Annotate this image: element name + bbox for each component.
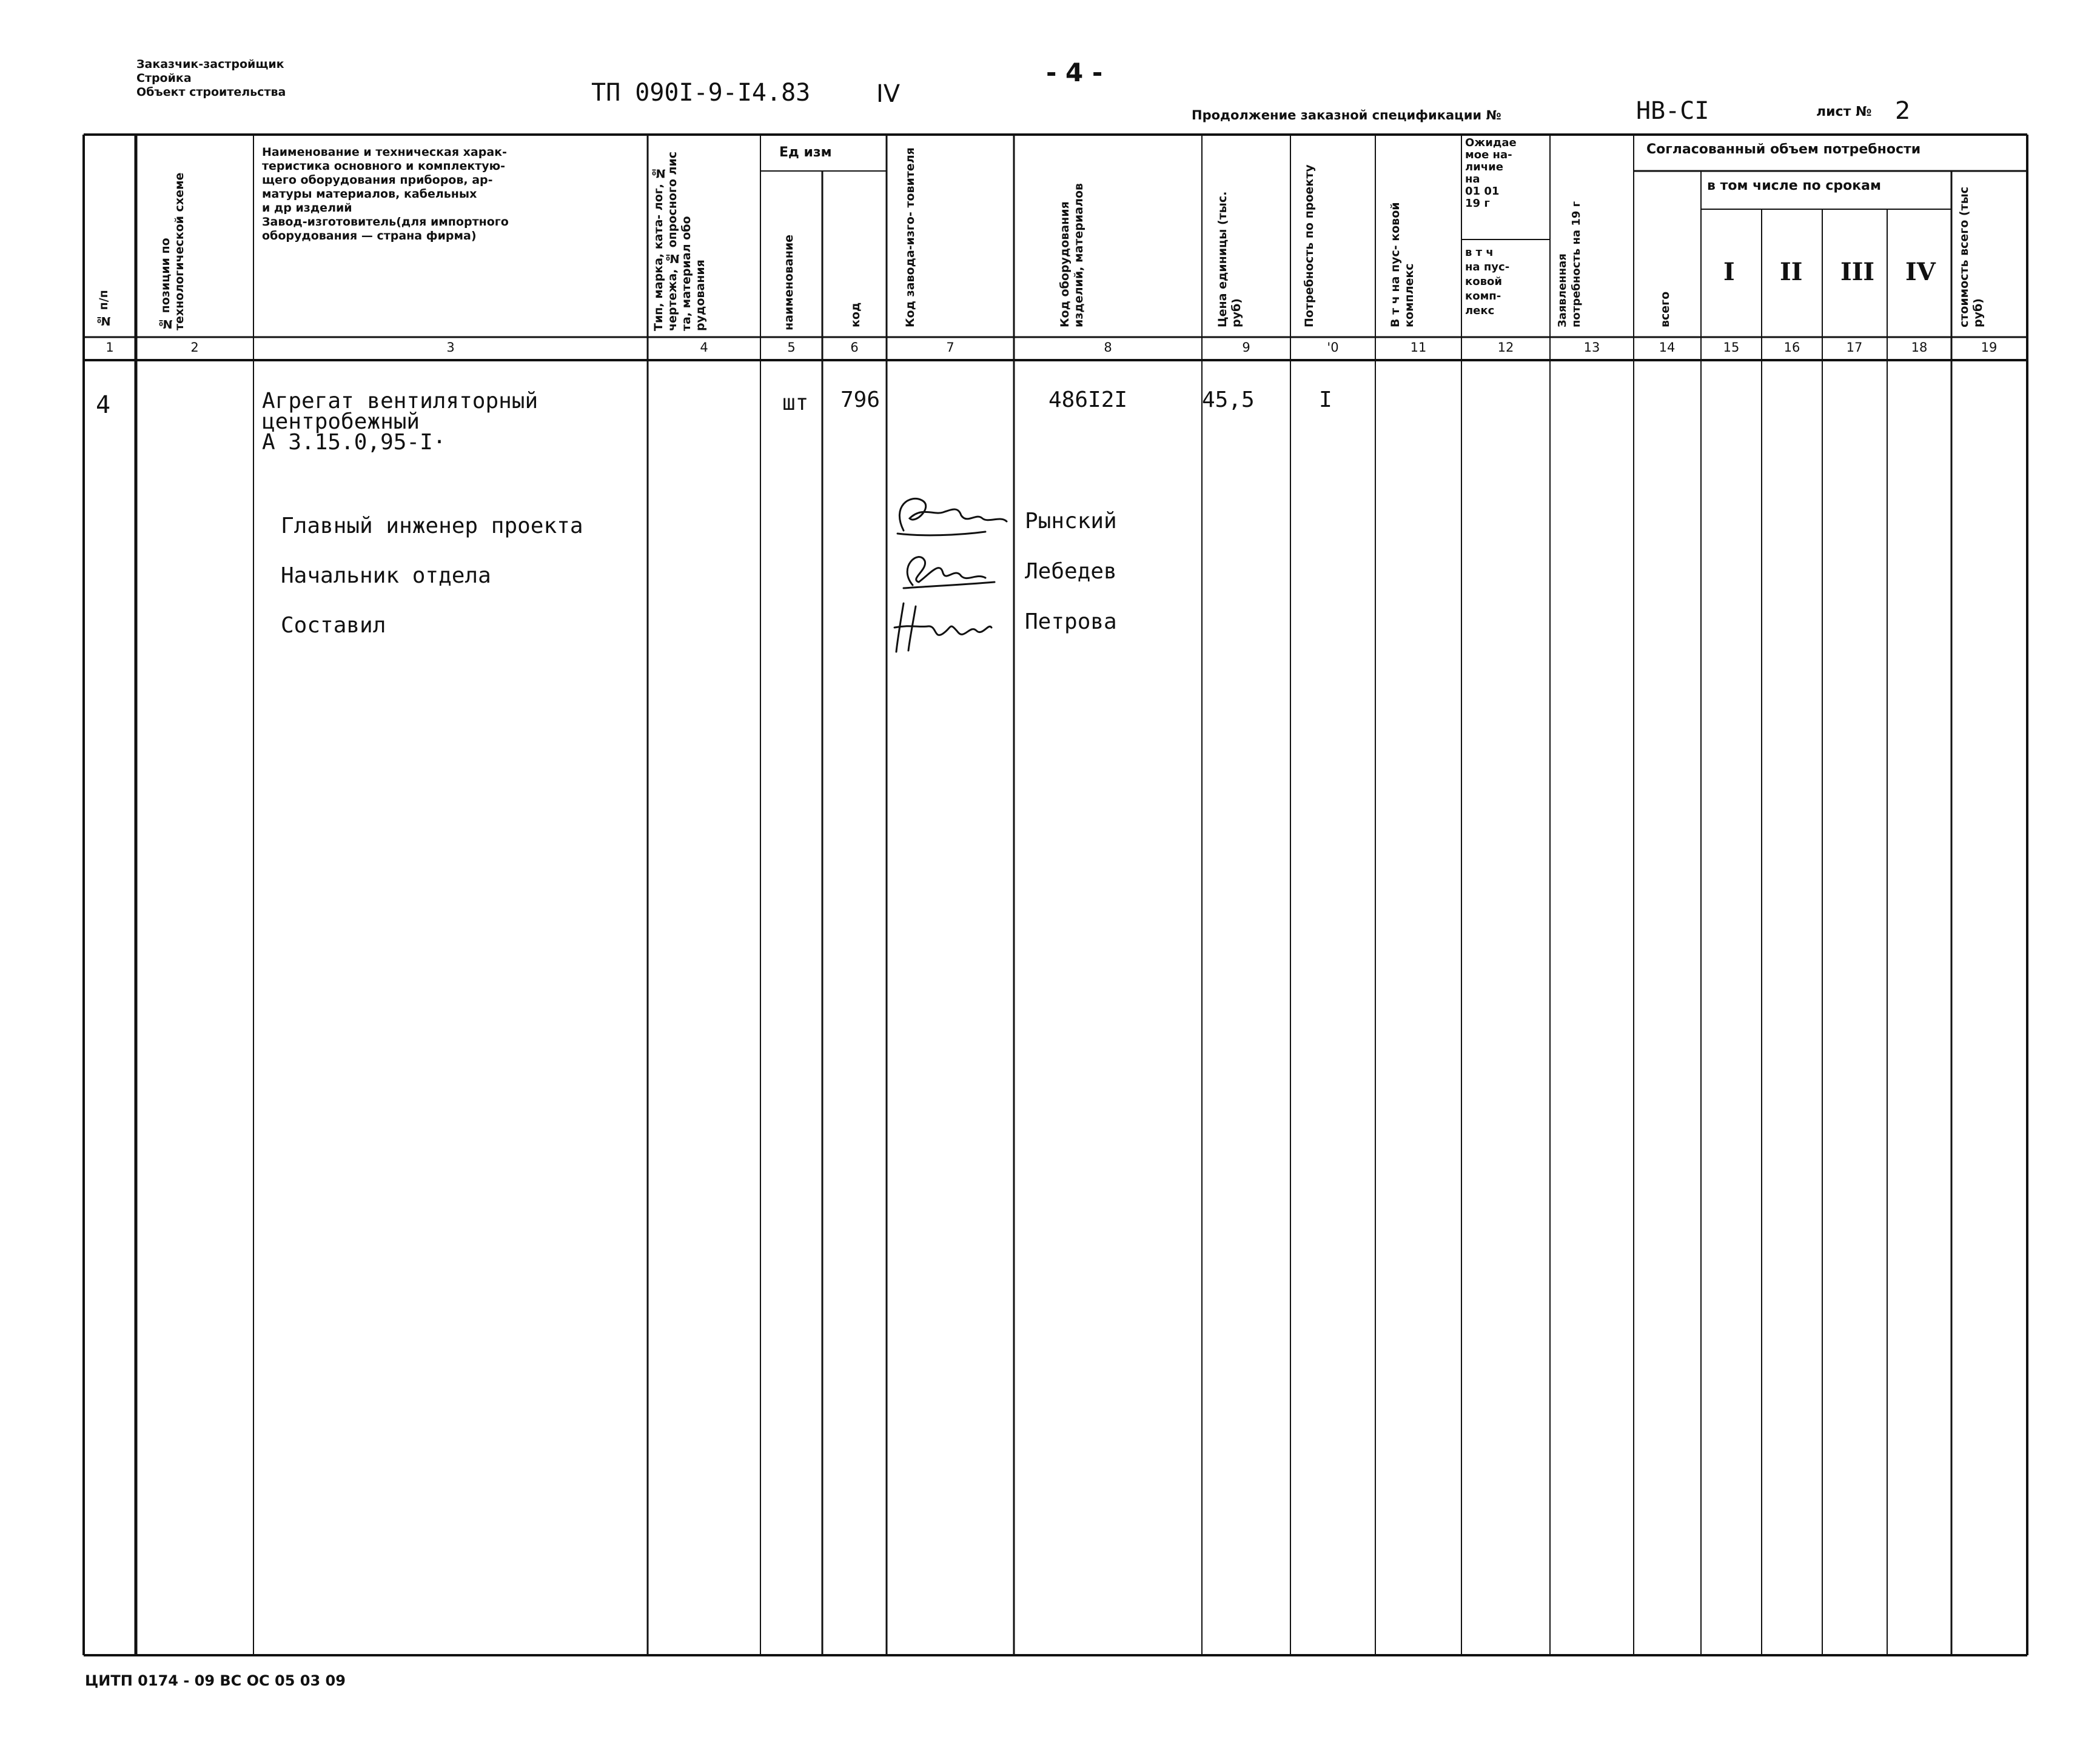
colnum-6: 6 [850,340,859,355]
site-label: Стройка [136,72,192,85]
colnum-9: 9 [1242,340,1250,355]
col-header-8: Код оборудования изделий, материалов [1058,183,1085,327]
col-header-11: В т ч на пус- ковой комплекс [1389,202,1416,327]
role-chief-engineer: Главный инженер проекта [281,514,583,538]
colnum-11: 11 [1410,340,1427,355]
colnum-17: 17 [1846,340,1863,355]
sheet-label: лист № [1816,104,1872,119]
agreed-group-header: Согласованный объем потребности [1646,142,1921,157]
signer-name-2: Лебедев [1025,559,1117,584]
spec-number: НВ-СI [1636,97,1709,125]
colnum-12: 12 [1497,340,1514,355]
continuation-label: Продолжение заказной спецификации № [1192,108,1501,122]
colnum-18: 18 [1911,340,1928,355]
signer-name-3: Петрова [1025,609,1117,634]
quarter-2: II [1780,258,1803,286]
col-header-10: Потребность по проекту [1303,164,1316,327]
row-equipment-code: 486I2I [1048,387,1128,412]
row-item-name: Агрегат вентиляторный центробежный А 3.15.0,95-I· [262,389,538,455]
page-number: - 4 - [1046,58,1103,87]
col-header-19: стоимость всего (тыс руб) [1957,186,1985,327]
colnum-7: 7 [946,340,954,355]
col-header-6: код [849,302,862,327]
colnum-4: 4 [700,340,708,355]
col-header-12-bottom: в т ч на пус- ковой комп- лекс [1465,246,1510,317]
quarter-1: I [1723,258,1735,286]
unit-group-header: Ед изм [779,145,832,160]
object-label: Объект строительства [136,85,286,99]
col-header-1: № п/п [97,290,110,327]
colnum-2: 2 [190,340,199,355]
quarter-3: III [1840,258,1875,286]
col-header-13: Заявленная потребность на 19 г [1556,201,1583,327]
col-header-5: наименование [782,234,796,330]
customer-label: Заказчик-застройщик [136,58,284,71]
col-header-3: Наименование и техническая харак- теристика основного и комплектую- щего оборудования приборов, ар- матуры материалов, кабельных и др изделий Завод-изготовитель(для импортного оборудования — страна фирма) [262,146,509,243]
colnum-1: 1 [106,340,114,355]
print-code: ЦИТП 0174 - 09 ВС ОС 05 03 09 [85,1672,346,1689]
role-department-head: Начальник отдела [281,563,491,588]
colnum-5: 5 [787,340,796,355]
colnum-10: '0 [1327,340,1339,355]
col-header-14: всего [1659,291,1672,327]
terms-group-header: в том числе по срокам [1707,178,1881,193]
row-need: I [1319,387,1332,412]
row-unit: шт [782,390,809,415]
handwritten-signatures [885,482,1031,658]
row-number: 4 [96,391,111,419]
colnum-16: 16 [1783,340,1800,355]
row-price: 45,5 [1202,387,1255,412]
role-compiler: Составил [281,613,386,638]
colnum-14: 14 [1659,340,1676,355]
col-header-2: № позиции по технологической схеме [159,172,186,330]
row-unit-code: 796 [840,387,881,412]
doc-code: ТП 090I-9-I4.83 [591,79,811,107]
col-header-12-top: Ожидае мое на- личие на 01 01 19 г [1465,136,1517,210]
col-header-9: Цена единицы (тыс. руб) [1216,191,1243,327]
colnum-8: 8 [1104,340,1112,355]
colnum-13: 13 [1583,340,1600,355]
col-header-7: Код завода-изго- товителя [904,147,917,327]
colnum-3: 3 [446,340,455,355]
sheet-number: 2 [1895,97,1911,125]
colnum-15: 15 [1723,340,1740,355]
volume-number: IV [876,80,901,108]
colnum-19: 19 [1981,340,1998,355]
quarter-4: IV [1905,258,1936,286]
col-header-4: Тип, марка, ката- лог, № чертежа, № опросного лис та, материал обо рудования [652,152,707,331]
signer-name-1: Рынский [1025,509,1117,534]
